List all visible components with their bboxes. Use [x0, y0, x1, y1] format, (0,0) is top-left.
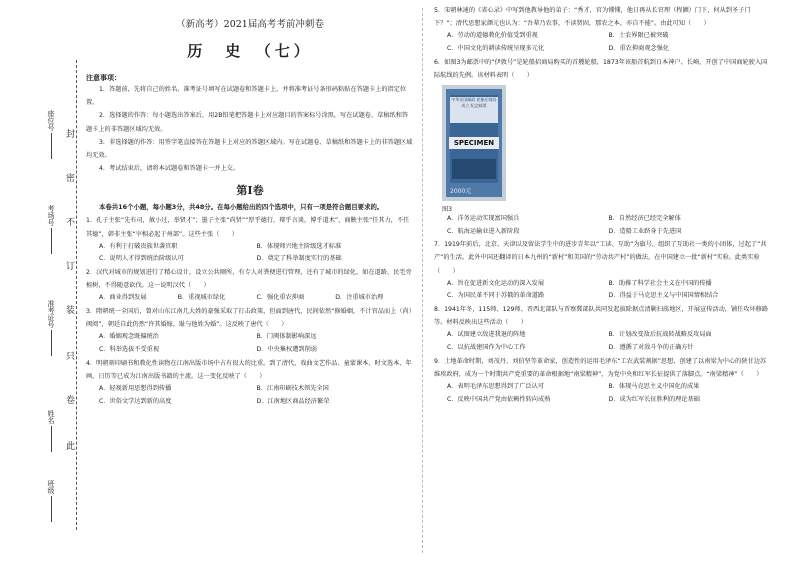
option[interactable]: A．婚姻观念既偏统治	[99, 333, 159, 341]
question-stem: 1．孔子主张“先有司，赦小过，举贤才”；墨子主张“尚贤”“厚乎德行，辩乎言谈，博乎道术”，商鞅主张“任其力，不任其德”，韩非主张“宰相必起于州部”。这些主张（ ）	[86, 217, 410, 238]
option[interactable]: D．奠定了科举制度实行的基础	[256, 255, 342, 263]
seat-number-field[interactable]: 座位号	[47, 110, 55, 159]
option[interactable]: D．成为红军长征胜利的理论基础	[608, 395, 700, 403]
option[interactable]: B．计划改变敌后抗战转战略反攻局面	[608, 331, 712, 339]
part-title: 第Ⅰ卷	[236, 184, 264, 198]
option[interactable]: B．体现师兴地主阶级选才标准	[256, 242, 342, 250]
option[interactable]: A．有利于打破贵族世袭官职	[99, 242, 178, 250]
option[interactable]: C．反映中国共产党由依赖性转向成熟	[447, 395, 551, 403]
question-stem: 9．土地革命时期，刘茂丹、刘伯坚等革命家，创造性的运用毛泽东“工农武装割据”思想，创建了以南梁为中心的陕甘边苏维埃政府，成为一个时期共产党重要的革命根据地“南梁精神”，为党中央和红军长征提供了落脚点。“南梁精神”（ ）	[434, 357, 767, 378]
question-stem: 8．1941年冬，115师、129师、晋西北部队与晋察冀部队共同发起拔除据点清剿扫荡地区，开展宣传活动，铺任攻坏修路等。材料反映出这些活动（ ）	[434, 305, 769, 327]
ticket-number-field[interactable]: 准考证号	[47, 300, 55, 356]
question-block	[434, 303, 770, 355]
binding-strip	[0, 0, 80, 562]
option[interactable]: D．造船工业跻身于先进国	[608, 227, 682, 235]
question-stem: 2．汉代对城市的规划进行了精心设计，设立公共厕所，有专人对粪便进行管理，还有了城市的绿化，如在道路、民宅旁植树，不得随意砍伐。这一说明汉代（ ）	[86, 269, 412, 290]
option-group	[86, 292, 414, 305]
option-group	[434, 278, 770, 303]
option[interactable]: A．旨在促进新文化运动的深入发展	[447, 279, 545, 287]
question-block	[86, 357, 414, 409]
option[interactable]: C．强化重农抑商	[256, 294, 305, 302]
question-block	[86, 305, 414, 357]
option[interactable]: D．注重城市治理	[335, 294, 384, 302]
option[interactable]: D．重农抑商观念强化	[608, 45, 669, 52]
notice-item: 4．考试结束后，请将本试题卷和答题卡一并上交。	[99, 165, 240, 173]
ship-illustration	[452, 159, 496, 179]
binding-char: 装	[64, 305, 74, 314]
question-stem: 3．隋朝统一全国后，曾对山东江南几大姓的豪强采取了打击政策，但面到唐代，民间依然“修婚姻，不计官品而上（尚）阀阅”，朝廷自此仍然“许其婚嫁，耻与他姓为婚”。这反映了唐代（ ）	[86, 308, 412, 329]
question-stem: 7．1919年前后，北京、天津以及留法学生中的进步青年以“工读、互助”为旗号，组织了互助社一类的小团体，过起了“共产”的生活。此外中国还翻译的日本九州的“新村”和美国的“劳动共产村”的做法，在中国建立一批“新村”实验。此类实验（ ）	[434, 241, 767, 275]
option[interactable]: A．试图建立敌进我退的阵地	[447, 331, 526, 339]
option-group	[434, 213, 770, 238]
binding-char: 不	[64, 217, 74, 226]
binding-char: 密	[64, 173, 74, 182]
option[interactable]: C．世俗文学达到新的高度	[99, 397, 172, 405]
option[interactable]: A．表明毛泽东思想得到了广泛认可	[447, 382, 545, 390]
option[interactable]: D．江南地区商品经济繁荣	[256, 397, 330, 405]
binding-char: 卷	[64, 395, 74, 404]
option[interactable]: A．轻视新用思想得到传播	[99, 385, 172, 393]
option[interactable]: C．航海运输业进入新阶段	[447, 227, 520, 235]
option-group	[434, 30, 770, 55]
column-divider	[422, 8, 423, 553]
option[interactable]: B．重视城市绿化	[177, 294, 226, 302]
question-block	[434, 56, 770, 239]
part-intro: 本卷共16个小题，每小题3分，共48分。在每小题给出的四个选项中，只有一项是符合题目要求的。	[99, 203, 384, 212]
question-block	[434, 4, 770, 56]
option[interactable]: B．助推了科学社会主义在中国的传播	[608, 279, 712, 287]
option[interactable]: C．科举选拔不受重视	[99, 346, 160, 354]
stamp-image	[442, 85, 506, 201]
binding-dashed-line	[76, 60, 77, 530]
option-group	[86, 383, 414, 408]
stamp-value: 2000元	[450, 188, 472, 195]
option[interactable]: C．中国文化的耕读传统呈现多元化	[447, 45, 545, 52]
binding-char: 只	[64, 351, 74, 360]
binding-char: 订	[64, 261, 74, 270]
option[interactable]: B．江南印刷技术领先全国	[256, 385, 329, 393]
option[interactable]: A．洋务运动实现富国强兵	[447, 215, 520, 222]
specimen-overprint: SPECIMEN	[449, 137, 499, 149]
option[interactable]: C．为国民革不同于苏俄的革命道路	[447, 292, 545, 300]
question-block	[86, 266, 414, 305]
option-group	[86, 331, 414, 356]
notice-item: 1．答题前，先将自己的姓名、准考证号填写在试题卷和答题卡上，并将准考证号条形码粘贴在答题卡上的指定位置。	[86, 86, 407, 107]
question-stem: 4．明朝刻印刷书和教化性读物在江南出版市场中占有很大的比重。到了清代，戏曲文艺作品、童蒙课本、时文选本、年画、日历等已成为江南出版书籍的主流。这一变化反映了（ ）	[86, 359, 412, 380]
exam-title: （新高考）2021届高考考前冲刺卷	[176, 19, 324, 30]
left-column	[86, 14, 414, 408]
notice-title: 注意事项：	[86, 74, 121, 82]
question-stem: 5．宋朝林逋的《省心录》中写到他教导他的弟子：“秀才，官为懂懂，他日再从长官理（程颢）门下，何从到圣子门下？”；清代思想家颜元也认为：“吾辈乃农事，不读贤固，那农之本，亦自不能”。由此可知（ ）	[434, 7, 751, 28]
stamp-title: 中华民国邮政 轮船招商局成立 纪念邮票	[450, 97, 498, 123]
option[interactable]: B．士农界限已被突破	[608, 32, 669, 40]
option[interactable]: A．商业得到发展	[99, 294, 147, 302]
notice-item: 2．选择题的作答：每小题选出答案后，用2B铅笔把答题卡上对应题目的答案标号涂黑，写在试题卷、草稿纸和答题卡上的非答题区域均无效。	[86, 112, 409, 133]
question-block	[86, 214, 414, 266]
binding-char: 此	[64, 441, 74, 450]
right-column	[434, 4, 770, 406]
subject-title: 历 史 （七）	[187, 42, 313, 60]
question-block	[434, 238, 770, 303]
question-stem: 6．如图3为邮票中的“伊敦号”是轮船招商局购买的首艘轮船，1873年该船首航到日本神户、长崎，开创了中国商轮驶入国际航线的先例。该材料表明（ ）	[434, 58, 768, 79]
option-group	[434, 381, 770, 406]
option[interactable]: B．体现马克思主义中国化的成果	[608, 382, 700, 390]
option[interactable]: B．自然经济已经完全解体	[608, 215, 681, 222]
option[interactable]: B．门阀体制影响深远	[256, 333, 317, 341]
notice-item: 3．非选择题的作答：用签字笔直接答在答题卡上对应的答题区域内。写在试题卷、草稿纸和答题卡上的非答题区域均无效。	[86, 138, 413, 160]
option[interactable]: A．劳动的道德教化价值受到重视	[447, 32, 538, 40]
option-group	[86, 241, 414, 266]
exam-room-field[interactable]: 考场号	[47, 205, 55, 254]
option[interactable]: D．中央集权遭到削弱	[256, 346, 317, 354]
option[interactable]: C．说明人才得到统治阶级认可	[99, 255, 184, 263]
name-field[interactable]: 姓名	[47, 410, 55, 452]
option[interactable]: D．得益于马克思主义与中国国情相结合	[608, 292, 719, 300]
question-block	[434, 355, 770, 407]
option[interactable]: D．遵循了对敌斗争的正确方针	[608, 343, 694, 351]
option-group	[434, 329, 770, 354]
class-field[interactable]: 班级	[47, 480, 55, 522]
binding-char: 封	[64, 129, 74, 138]
option[interactable]: C．以抗战建国作为中心工作	[447, 343, 526, 351]
figure-caption: 图3	[442, 206, 453, 213]
